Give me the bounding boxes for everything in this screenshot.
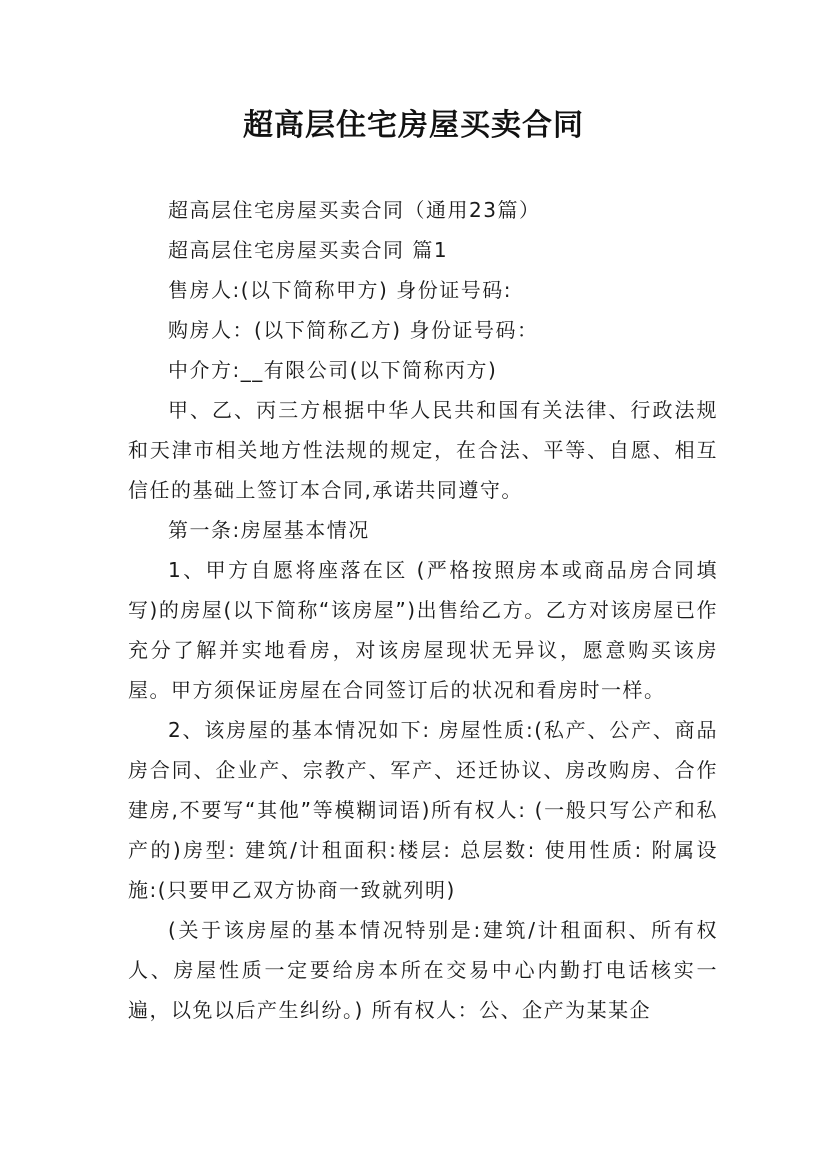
document-title: 超高层住宅房屋买卖合同 [243, 108, 584, 143]
paragraph-article-one-heading: 第一条:房屋基本情况 [168, 518, 370, 542]
paragraph-subtitle: 超高层住宅房屋买卖合同（通用23篇） [168, 198, 541, 222]
paragraph-buyer: 购房人：(以下简称乙方) 身份证号码： [168, 318, 539, 342]
paragraph-agent: 中介方:__有限公司(以下简称丙方) [168, 358, 498, 382]
paragraph-clause-2: 2、该房屋的基本情况如下: 房屋性质:(私产、公产、商品房合同、企业产、宗教产、军产、还迁协议、房改购房、合作建房,不要写“其他”等模糊词语)所有权人: (一般只写公产和私产的)房型: 建筑/计租面积:楼层: 总层数: 使用性质: 附属设施:(只要甲乙双方协商一致就列明) [128, 718, 718, 902]
paragraph-section-heading: 超高层住宅房屋买卖合同 篇1 [168, 238, 449, 262]
paragraph-clause-1: 1、甲方自愿将座落在区 (严格按照房本或商品房合同填写)的房屋(以下简称“该房屋”)出售给乙方。乙方对该房屋已作充分了解并实地看房，对该房屋现状无异议，愿意购买该房屋。甲方须保证房屋在合同签订后的状况和看房时一样。 [128, 558, 718, 702]
document-body [128, 190, 718, 1030]
paragraph-seller: 售房人:(以下简称甲方) 身份证号码: [168, 278, 512, 302]
paragraph-preamble: 甲、乙、丙三方根据中华人民共和国有关法律、行政法规和天津市相关地方性法规的规定，在合法、平等、自愿、相互信任的基础上签订本合同,承诺共同遵守。 [128, 398, 718, 502]
paragraph-note: (关于该房屋的基本情况特别是:建筑/计租面积、所有权人、房屋性质一定要给房本所在交易中心内勤打电话核实一遍，以免以后产生纠纷。) 所有权人：公、企产为某某企 [128, 918, 718, 1022]
